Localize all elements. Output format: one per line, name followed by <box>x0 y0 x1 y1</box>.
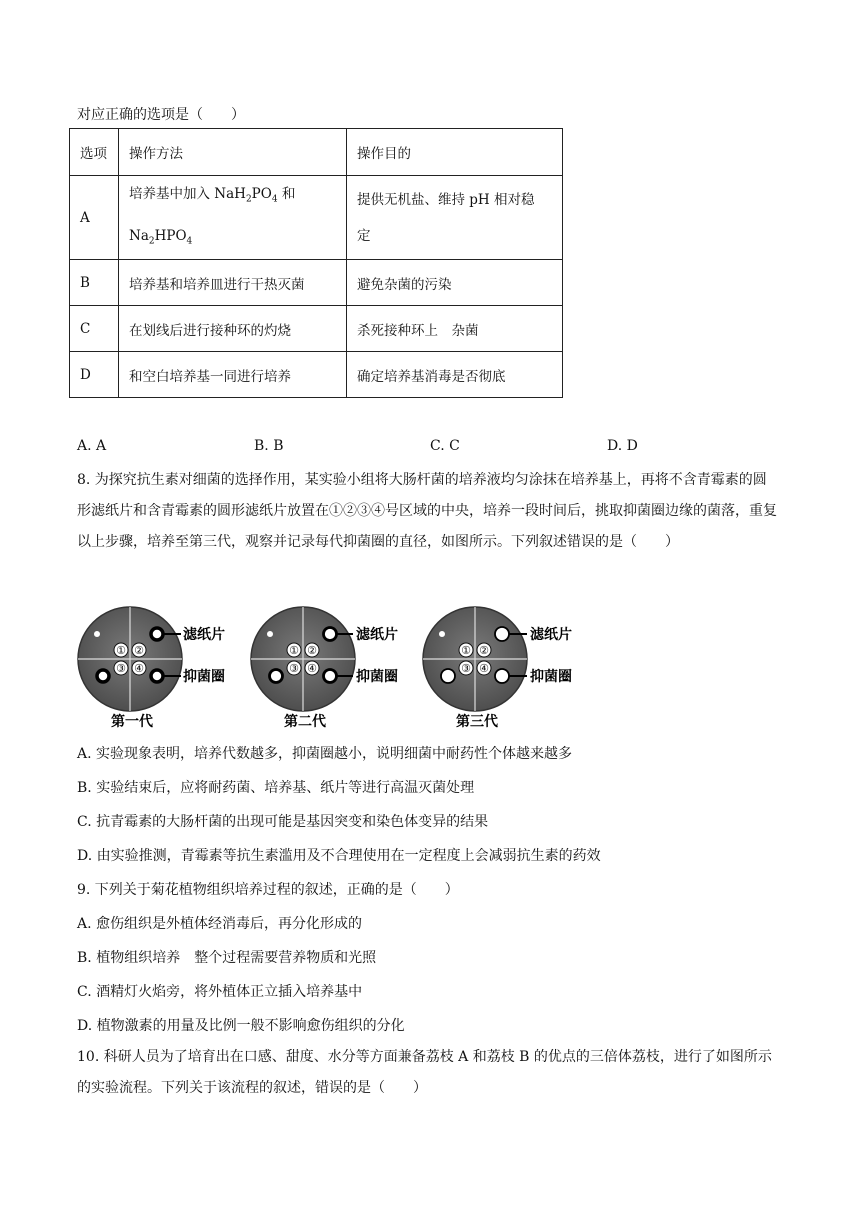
q8-option-b: B. 实验结束后，应将耐药菌、培养基、纸片等进行高温灭菌处理 <box>77 780 475 796</box>
q9-option-d: D. 植物激素的用量及比例一般不影响愈伤组织的分化 <box>77 1018 405 1034</box>
row-method: 培养基和培养皿进行干热灭菌 <box>119 260 347 306</box>
gen-1-label: 第一代 <box>111 714 153 730</box>
q7-choice-c: C. C <box>430 438 460 454</box>
q9-option-c: C. 酒精灯火焰旁，将外植体正立插入培养基中 <box>77 984 363 1000</box>
header-method: 操作方法 <box>119 129 347 176</box>
q7-choice-b: B. B <box>254 438 284 454</box>
label-paper-3: 滤纸片 <box>530 627 572 643</box>
quadrant-1-label: ① <box>289 644 299 657</box>
table-row <box>70 260 563 306</box>
row-purpose: 确定培养基消毒是否彻底 <box>347 352 563 398</box>
label-paper-1: 滤纸片 <box>183 627 225 643</box>
q8-option-d: D. 由实验推测，青霉素等抗生素滥用及不合理使用在一定程度上会减弱抗生素的药效 <box>77 848 601 864</box>
quadrant-1-label: ① <box>461 644 471 657</box>
label-zone-1: 抑菌圈 <box>183 669 225 685</box>
quadrant-2-label: ② <box>307 644 317 657</box>
plate-gen-2 <box>251 607 355 711</box>
q8-stem: 8. 为探究抗生素对细菌的选择作用，某实验小组将大肠杆菌的培养液均匀涂抹在培养基上，再将不含青霉素的圆形滤纸片和含青霉素的圆形滤纸片放置在①②③④号区域的中央，培养一段时间后，挑取抑菌圈边缘的菌落，重复以上步骤，培养至第三代，观察并记录每代抑菌圈的直径，如图所示。下列叙述错误的是（ ） <box>77 472 777 550</box>
row-method: 和空白培养基一同进行培养 <box>119 352 347 398</box>
row-option: B <box>70 260 119 306</box>
quadrant-2-label: ② <box>479 644 489 657</box>
label-paper-2: 滤纸片 <box>356 627 398 643</box>
row-method: 培养基中加入 $NaH_2PO_4$ 和 $Na_2HPO_4$ <box>119 176 347 260</box>
q7-choice-d: D. D <box>607 438 638 454</box>
quadrant-1-label: ① <box>116 644 126 657</box>
q10-stem: 10. 科研人员为了培育出在口感、甜度、水分等方面兼备荔枝 A 和荔枝 B 的优点的三倍体荔枝，进行了如图所示的实验流程。下列关于该流程的叙述，错误的是（ ） <box>77 1049 772 1096</box>
table-row <box>70 176 563 260</box>
quadrant-4-label: ④ <box>479 662 489 675</box>
row-option: D <box>70 352 119 398</box>
options-table <box>69 128 563 398</box>
row-purpose: 提供无机盐、维持 pH 相对稳 定 <box>347 176 563 260</box>
quadrant-3-label: ③ <box>116 662 126 675</box>
table-header-row <box>70 129 563 176</box>
quadrant-3-label: ③ <box>289 662 299 675</box>
row-option: A <box>70 176 119 260</box>
intro-line: 对应正确的选项是（ ） <box>77 107 245 123</box>
plate-gen-1 <box>78 607 182 711</box>
header-purpose: 操作目的 <box>347 129 563 176</box>
q8-option-a: A. 实验现象表明，培养代数越多，抑菌圈越小，说明细菌中耐药性个体越来越多 <box>77 746 573 762</box>
row-method: 在划线后进行接种环的灼烧 <box>119 306 347 352</box>
quadrant-4-label: ④ <box>307 662 317 675</box>
label-zone-3: 抑菌圈 <box>530 669 572 685</box>
quadrant-2-label: ② <box>134 644 144 657</box>
gen-3-label: 第三代 <box>456 714 498 730</box>
table-row <box>70 306 563 352</box>
quadrant-4-label: ④ <box>134 662 144 675</box>
q9-stem: 9. 下列关于菊花植物组织培养过程的叙述，正确的是（ ） <box>77 882 459 898</box>
row-purpose: 杀死接种环上 杂菌 <box>347 306 563 352</box>
label-zone-2: 抑菌圈 <box>356 669 398 685</box>
gen-2-label: 第二代 <box>284 714 326 730</box>
q9-option-b: B. 植物组织培养 整个过程需要营养物质和光照 <box>77 950 377 966</box>
q9-option-a: A. 愈伤组织是外植体经消毒后，再分化形成的 <box>77 916 363 932</box>
row-option: C <box>70 306 119 352</box>
row-purpose: 避免杂菌的污染 <box>347 260 563 306</box>
plate-gen-3 <box>423 607 527 711</box>
quadrant-3-label: ③ <box>461 662 471 675</box>
table-row <box>70 352 563 398</box>
q7-choice-a: A. A <box>77 438 107 454</box>
header-option: 选项 <box>70 129 119 176</box>
q8-figure <box>75 604 585 732</box>
q8-option-c: C. 抗青霉素的大肠杆菌的出现可能是基因突变和染色体变异的结果 <box>77 814 489 830</box>
